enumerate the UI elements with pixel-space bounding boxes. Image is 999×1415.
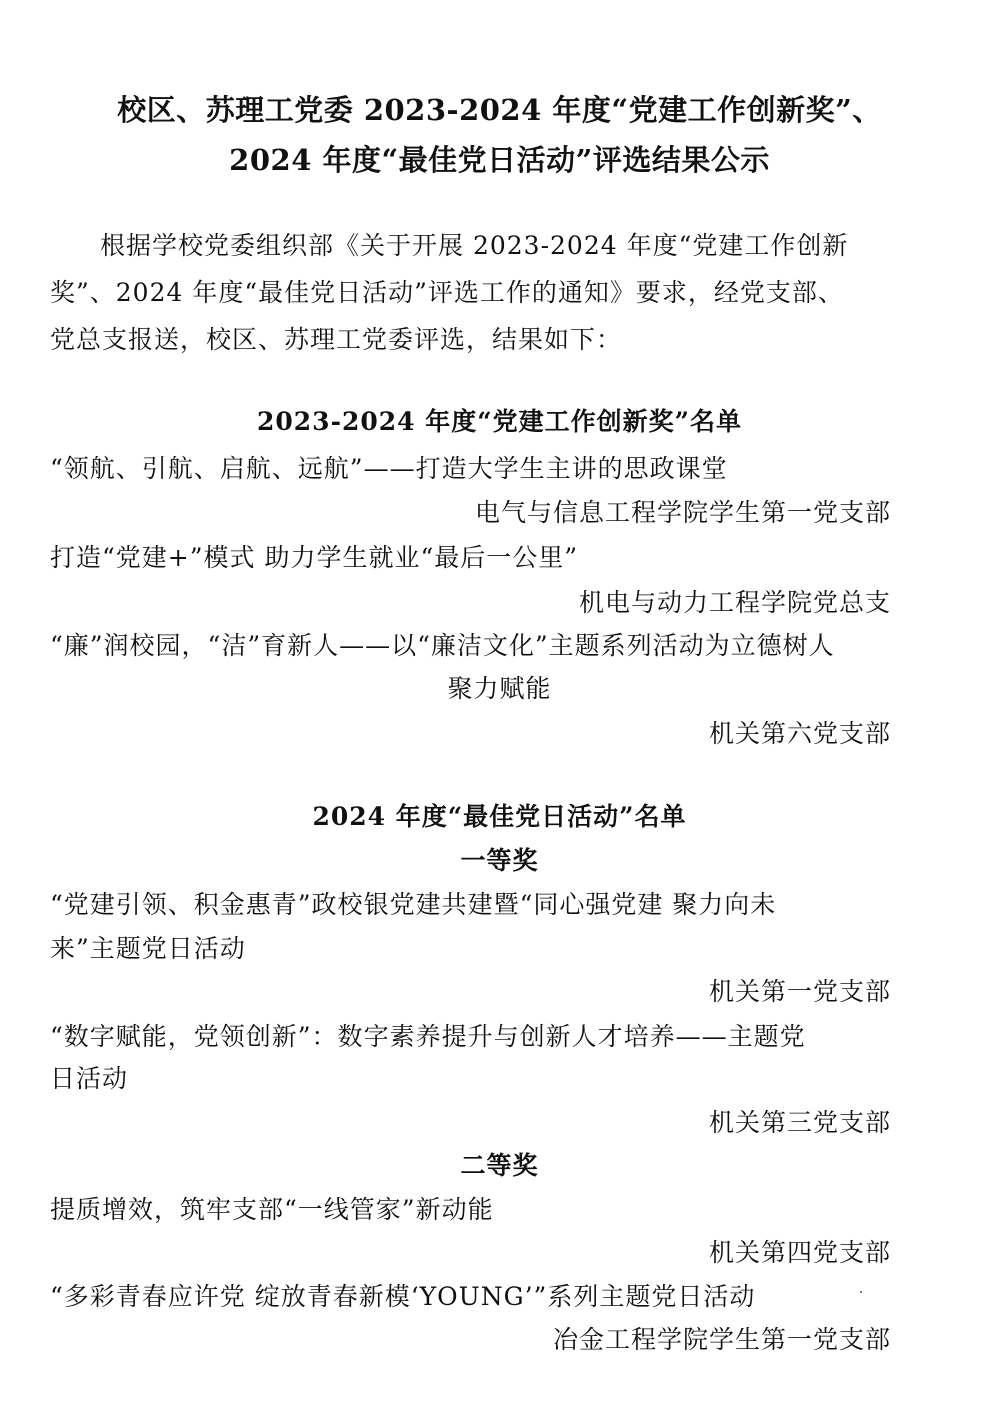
innovation-entry-3-org: 机关第六党支部 (708, 719, 891, 748)
first-prize-entry-1-org: 机关第一党支部 (708, 977, 891, 1006)
innovation-entry-3-title-cont: 聚力赋能 (447, 674, 552, 703)
innovation-entry-2-title: 打造“党建+”模式 助力学生就业“最后一公里” (50, 543, 579, 572)
intro-line-3: 党总支报送，校区、苏理工党委评选，结果如下： (50, 325, 623, 354)
second-prize-label: 二等奖 (460, 1151, 539, 1180)
scan-speck (860, 1291, 862, 1293)
innovation-award-heading: 2023-2024 年度“党建工作创新奖”名单 (256, 407, 742, 436)
innovation-entry-1-title: “领航、引航、启航、远航”——打造大学生主讲的思政课堂 (50, 454, 728, 483)
second-prize-entry-2-title: “多彩青春应许党 绽放青春新模‘YOUNG’”系列主题党日活动 (50, 1282, 756, 1311)
first-prize-entry-2-title-line-2: 日活动 (50, 1064, 129, 1093)
innovation-entry-2-org: 机电与动力工程学院党总支 (578, 588, 891, 617)
document-title-line-2: 2024 年度“最佳党日活动”评选结果公示 (229, 143, 770, 177)
second-prize-entry-2-org: 冶金工程学院学生第一党支部 (552, 1325, 891, 1354)
innovation-entry-3-title: “廉”润校园，“洁”育新人——以“廉洁文化”主题系列活动为立德树人 (50, 631, 835, 660)
intro-line-2: 奖”、2024 年度“最佳党日活动”评选工作的通知》要求，经党支部、 (50, 278, 844, 307)
second-prize-entry-1-title: 提质增效，筑牢支部“一线管家”新动能 (50, 1195, 494, 1224)
intro-paragraph (50, 222, 895, 363)
document-title-line-1: 校区、苏理工党委 2023-2024 年度“党建工作创新奖”、 (117, 93, 882, 127)
innovation-entry-1-org: 电气与信息工程学院学生第一党支部 (474, 498, 891, 527)
first-prize-entry-2-org: 机关第三党支部 (708, 1108, 891, 1137)
best-day-heading: 2024 年度“最佳党日活动”名单 (312, 802, 687, 831)
first-prize-entry-2-title-line-1: “数字赋能，党领创新”：数字素养提升与创新人才培养——主题党 (50, 1022, 806, 1051)
intro-line-1: 根据学校党委组织部《关于开展 2023-2024 年度“党建工作创新 (100, 231, 849, 260)
first-prize-entry-1-title-line-1: “党建引领、积金惠青”政校银党建共建暨“同心强党建 聚力向未 (50, 890, 777, 919)
second-prize-entry-1-org: 机关第四党支部 (708, 1238, 891, 1267)
first-prize-entry-1-title-line-2: 来”主题党日活动 (50, 934, 246, 963)
first-prize-label: 一等奖 (460, 846, 539, 875)
